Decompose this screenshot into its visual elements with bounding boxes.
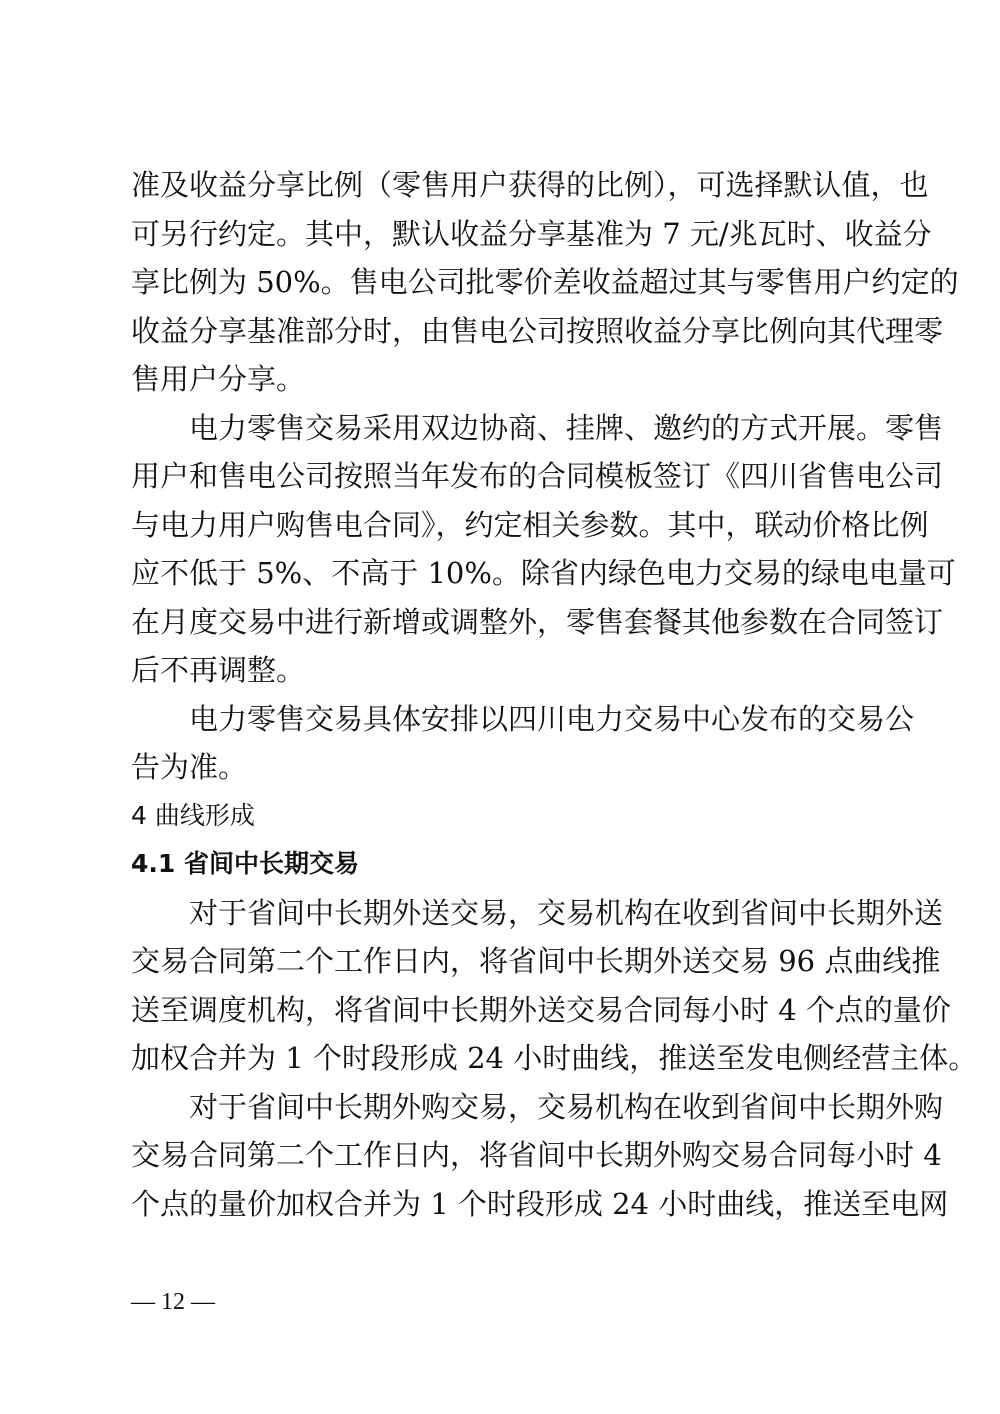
- text-line: 交易合同第二个工作日内，将省间中长期外送交易 96 点曲线推: [131, 944, 941, 978]
- text-line: 对于省间中长期外送交易，交易机构在收到省间中长期外送: [189, 895, 944, 930]
- text-line: 与电力用户购售电合同》，约定相关参数。其中，联动价格比例: [131, 507, 929, 542]
- text-line: 对于省间中长期外购交易，交易机构在收到省间中长期外购: [189, 1089, 944, 1124]
- text-line: 电力零售交易采用双边协商、挂牌、邀约的方式开展。零售: [189, 410, 944, 445]
- text-line: 可另行约定。其中，默认收益分享基准为 7 元/兆瓦时、收益分: [131, 216, 932, 251]
- paragraph-revenue-sharing: [131, 161, 959, 404]
- paragraph-retail-trading-methods: [131, 404, 956, 695]
- subsection-heading: 4.1 省间中长期交易: [131, 849, 359, 878]
- text-line: 应不低于 5%、不高于 10%。除省内绿色电力交易的绿电电量可: [131, 556, 956, 590]
- page-number: — 12 —: [131, 1289, 215, 1315]
- text-line: 享比例为 50%。售电公司批零价差收益超过其与零售用户约定的: [131, 265, 959, 299]
- text-line: 个点的量价加权合并为 1 个时段形成 24 小时曲线，推送至电网: [131, 1186, 949, 1221]
- paragraph-outbound-trading: [131, 889, 978, 1083]
- text-line: 电力零售交易具体安排以四川电力交易中心发布的交易公: [189, 701, 915, 736]
- text-line: 准及收益分享比例（零售用户获得的比例），可选择默认值，也: [131, 168, 929, 202]
- text-line: 售用户分享。: [131, 362, 306, 396]
- document-body: [131, 161, 978, 1228]
- text-line: 用户和售电公司按照当年发布的合同模板签订《四川省售电公司: [131, 459, 944, 493]
- paragraph-trading-announcement: [131, 695, 915, 792]
- text-line: 加权合并为 1 个时段形成 24 小时曲线，推送至发电侧经营主体。: [131, 1041, 978, 1075]
- text-line: 收益分享基准部分时，由售电公司按照收益分享比例向其代理零: [131, 313, 944, 348]
- text-line: 在月度交易中进行新增或调整外，零售套餐其他参数在合同签订: [131, 604, 944, 639]
- paragraph-inbound-trading: [131, 1083, 949, 1229]
- text-line: 送至调度机构，将省间中长期外送交易合同每小时 4 个点的量价: [131, 992, 951, 1027]
- text-line: 交易合同第二个工作日内，将省间中长期外购交易合同每小时 4: [131, 1138, 942, 1172]
- text-line: 告为准。: [131, 750, 248, 784]
- text-line: 后不再调整。: [131, 653, 306, 687]
- section-heading: 4 曲线形成: [131, 800, 255, 830]
